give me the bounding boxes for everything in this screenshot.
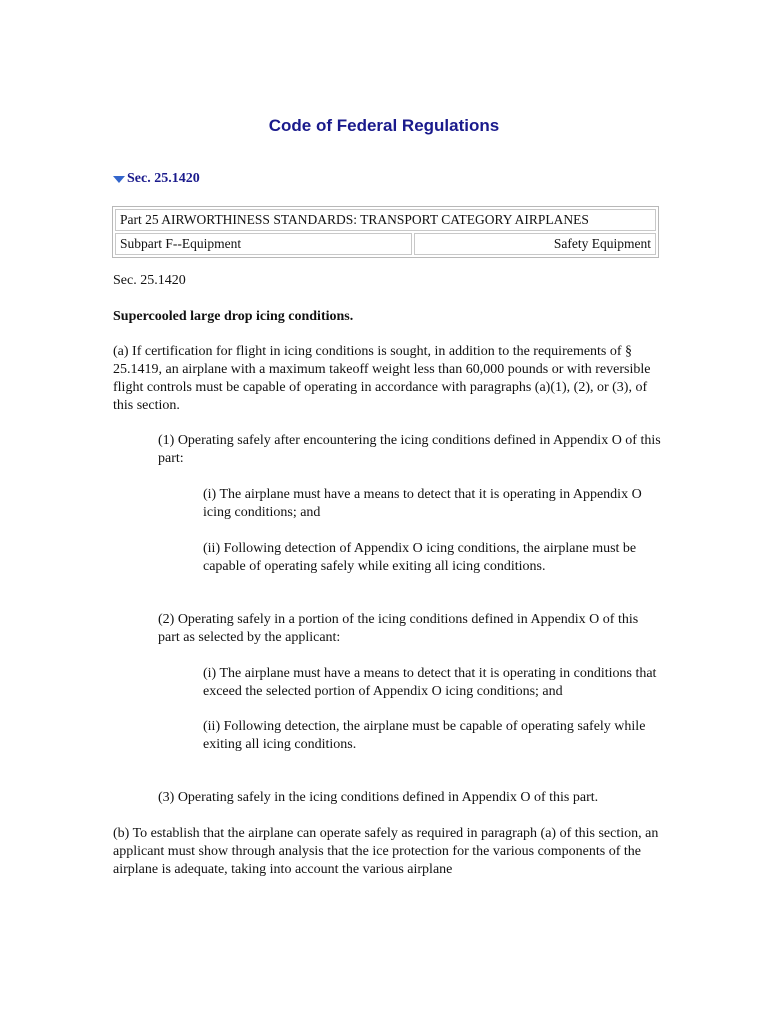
page-title: Code of Federal Regulations: [268, 116, 500, 135]
section-info-table: [112, 206, 659, 258]
paragraph-a1-ii: (ii) Following detection of Appendix O icing conditions, the airplane must be capable of operating safely while exiting all icing conditions.: [203, 541, 637, 574]
table-row: [115, 233, 656, 255]
paragraph-a2: (2) Operating safely in a portion of the icing conditions defined in Appendix O of this part as selected by the applicant:: [158, 612, 639, 645]
paragraph-a: (a) If certification for flight in icing conditions is sought, in addition to the requirements of § 25.1419, an airplane with a maximum takeoff weight less than 60,000 pounds or with reversible flight controls must be capable of operating in accordance with paragraphs (a)(1), (2), or (3), of this section.: [113, 344, 651, 413]
section-heading: Supercooled large drop icing conditions.: [113, 309, 354, 324]
triangle-down-icon: [113, 176, 125, 183]
section-toggle-label: Sec. 25.1420: [127, 171, 200, 186]
paragraph-a2-ii: (ii) Following detection, the airplane must be capable of operating safely while exiting all icing conditions.: [203, 719, 646, 752]
part-cell: Part 25 AIRWORTHINESS STANDARDS: TRANSPORT CATEGORY AIRPLANES: [115, 209, 656, 231]
regulation-body: [113, 272, 661, 879]
category-cell: Safety Equipment: [414, 233, 656, 255]
paragraph-a1: (1) Operating safely after encountering the icing conditions defined in Appendix O of this part:: [158, 433, 661, 466]
paragraph-b: (b) To establish that the airplane can operate safely as required in paragraph (a) of this section, an applicant must show through analysis that the ice protection for the various components of the airplane is adequate, taking into account the various airplane: [113, 826, 659, 877]
subpart-cell: Subpart F--Equipment: [115, 233, 412, 255]
table-row: [115, 209, 656, 231]
paragraph-a1-i: (i) The airplane must have a means to detect that it is operating in Appendix O icing conditions; and: [203, 487, 642, 520]
section-number: Sec. 25.1420: [113, 273, 186, 288]
paragraph-a2-i: (i) The airplane must have a means to detect that it is operating in conditions that exceed the selected portion of Appendix O icing conditions; and: [203, 666, 657, 699]
section-toggle[interactable]: [113, 171, 200, 187]
paragraph-a3: (3) Operating safely in the icing conditions defined in Appendix O of this part.: [158, 790, 599, 805]
